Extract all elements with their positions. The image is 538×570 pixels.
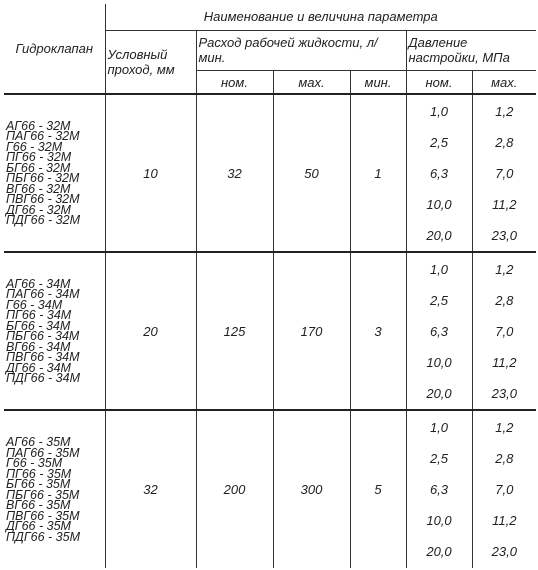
pressure-nom-value: 1,0 [429,420,449,436]
pressure-nom-value: 10,0 [426,196,452,212]
valve-name-pair [6,297,103,323]
pressure-max-value: 2,8 [495,134,514,150]
valve-name: ПБГ66 - 34М [6,329,80,344]
valve-name: АГ66 - 32М [6,118,71,133]
pressure-max-value: 11,2 [492,354,517,370]
valve-names [4,94,105,252]
group-34 [4,252,536,410]
pressure-nom-value: 20,0 [426,544,452,560]
group-32 [4,94,536,252]
flow-max-value: 300 [273,410,350,568]
pressure-nom-value: 20,0 [426,227,452,243]
header-valve: Гидроклапан [4,4,105,94]
pressure-nom-values [406,252,472,410]
flow-max-value: 170 [273,252,350,410]
pressure-nom-values [406,94,472,252]
valve-name: ПВГ66 - 35М [6,508,80,523]
pressure-max-values [472,94,536,252]
bore-value: 20 [105,252,196,410]
pressure-nom-value: 10,0 [426,513,452,529]
valve-name-pair [6,479,103,500]
valve-name: ПАГ66 - 35М [6,445,80,460]
valve-name-pair [6,276,103,302]
valve-name: ДГ66 - 34М [6,360,71,375]
header-pressure-max: мах. [472,70,536,94]
pressure-max-value: 23,0 [491,544,517,560]
valve-name: ВГ66 - 35М [6,498,71,513]
pressure-nom-value: 1,0 [429,261,449,277]
pressure-max-value: 7,0 [495,165,514,181]
header-flow-max: мах. [273,70,350,94]
valve-name: БГ66 - 35М [6,477,71,492]
valve-names [4,252,105,410]
valve-name: ВГ66 - 34М [6,339,71,354]
valve-name-pair [6,437,103,458]
bore-value: 32 [105,410,196,568]
valve-name: БГ66 - 32М [6,160,71,175]
valve-name: ДГ66 - 35М [6,519,71,534]
valve-name: ПГ66 - 35М [6,466,72,481]
header-pressure: Давление настройки, МПа [406,30,536,70]
pressure-max-value: 1,2 [495,420,514,436]
flow-min-value: 5 [350,410,406,568]
valve-name: ДГ66 - 32М [6,202,71,217]
valve-name-pair [6,458,103,479]
pressure-max-value: 11,2 [492,196,517,212]
valve-name: ПГ66 - 32М [6,150,72,165]
flow-nom-value: 32 [196,94,273,252]
valve-name: ВГ66 - 32М [6,181,71,196]
pressure-nom-value: 6,3 [429,165,449,181]
pressure-max-value: 1,2 [495,103,514,119]
pressure-nom-value: 10,0 [426,354,452,370]
pressure-max-value: 23,0 [491,227,517,243]
valve-name: Г66 - 34М [6,297,63,312]
pressure-max-value: 1,2 [495,261,514,277]
flow-min-value: 3 [350,252,406,410]
pressure-max-values [472,410,536,568]
valve-name: ПБГ66 - 35М [6,487,80,502]
valve-name: ПДГ66 - 34М [6,371,80,386]
pressure-max-value: 2,8 [495,451,514,467]
header-pressure-nom: ном. [406,70,472,94]
valve-name-pair [6,318,103,344]
pressure-max-value: 23,0 [491,385,517,401]
valve-name: ПАГ66 - 34М [6,287,80,302]
header-flow-min: мин. [350,70,406,94]
pressure-max-value: 2,8 [495,292,514,308]
valve-name-pair [6,181,103,207]
header-flow-nom: ном. [196,70,273,94]
pressure-nom-value: 1,0 [429,103,449,119]
valve-name-pair [6,360,103,386]
valve-name-pair [6,500,103,521]
group-35 [4,410,536,568]
valve-name: ПДГ66 - 35М [6,529,80,544]
pressure-max-value: 11,2 [492,513,517,529]
valve-name: ПВГ66 - 34М [6,350,80,365]
header-params: Наименование и величина параметра [105,4,536,30]
pressure-nom-value: 6,3 [429,323,449,339]
valve-name: ПГ66 - 34М [6,308,72,323]
valve-name: Г66 - 32М [6,139,63,154]
pressure-nom-values [406,410,472,568]
pressure-nom-value: 2,5 [429,451,449,467]
valve-name-pair [6,118,103,144]
valve-name: АГ66 - 35М [6,435,71,450]
valve-name: ПВГ66 - 32М [6,192,80,207]
valve-names [4,410,105,568]
valve-name-pair [6,202,103,228]
pressure-nom-value: 20,0 [426,385,452,401]
pressure-nom-value: 2,5 [429,134,449,150]
pressure-max-value: 7,0 [495,482,514,498]
valve-name-pair [6,521,103,542]
flow-min-value: 1 [350,94,406,252]
valve-name-pair [6,339,103,365]
valve-name-pair [6,160,103,186]
bore-value: 10 [105,94,196,252]
valve-name: ПБГ66 - 32М [6,171,80,186]
pressure-max-value: 7,0 [495,323,514,339]
valve-name: Г66 - 35М [6,456,63,471]
pressure-nom-value: 2,5 [429,292,449,308]
valve-name: ПДГ66 - 32М [6,213,80,228]
pressure-max-values [472,252,536,410]
header-bore: Условный проход, мм [105,30,196,94]
pressure-nom-value: 6,3 [429,482,449,498]
flow-nom-value: 200 [196,410,273,568]
flow-max-value: 50 [273,94,350,252]
header-flow: Расход рабочей жидкости, л/мин. [196,30,406,70]
parameters-table [4,4,536,568]
flow-nom-value: 125 [196,252,273,410]
valve-name-pair [6,139,103,165]
valve-name: БГ66 - 34М [6,318,71,333]
valve-name: ПАГ66 - 32М [6,129,80,144]
valve-name: АГ66 - 34М [6,276,71,291]
